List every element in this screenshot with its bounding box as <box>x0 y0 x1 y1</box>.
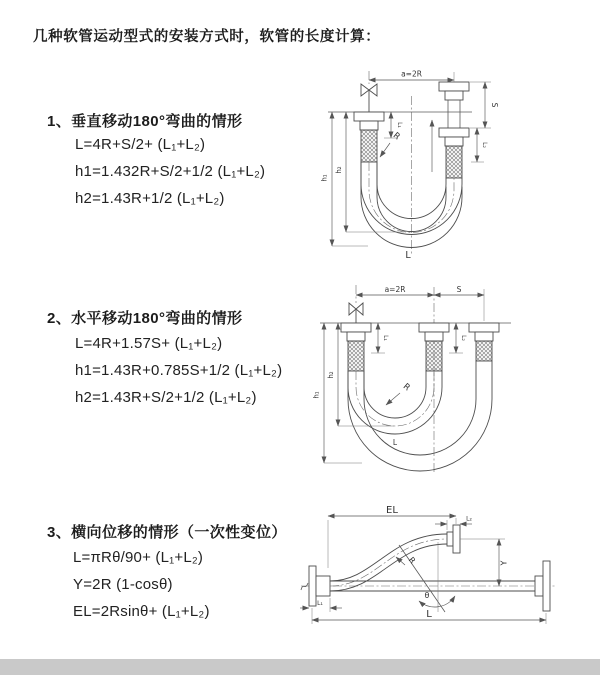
braided-hose-section <box>426 341 442 371</box>
dim-label-h1: h₁ <box>320 174 329 182</box>
dim-label-l1: L₁ <box>317 600 323 607</box>
angle-construction <box>399 542 455 612</box>
dim-label-l: L <box>392 438 398 447</box>
section-1-heading: 1、垂直移动180°弯曲的情形 <box>47 113 243 130</box>
diagram-vertical-180-bend <box>303 66 565 262</box>
dim-label-l: L <box>426 609 432 620</box>
upper-hub <box>447 532 453 546</box>
braided-hose-section <box>446 146 462 178</box>
top-dimensions <box>356 285 484 295</box>
left-flange <box>309 566 316 606</box>
dim-label-r: R <box>390 130 402 143</box>
dim-label-el: EL <box>386 505 398 516</box>
dim-label-l2: L₂ <box>481 142 488 148</box>
section-2-formula-L: L=4R+1.57S+ (L₁+L₂) <box>75 335 223 352</box>
dim-label-s: S <box>490 102 499 108</box>
section-1-formula-L: L=4R+S/2+ (L₁+L₂) <box>75 136 206 153</box>
dim-label-l2: L₂ <box>466 515 472 523</box>
dim-label-r: R <box>400 381 412 394</box>
dimensions <box>300 505 546 624</box>
section-3-formula-Y: Y=2R (1-cosθ) <box>73 576 173 593</box>
centerline-break-symbol <box>301 583 308 590</box>
diagram-horizontal-180-bend <box>305 283 567 479</box>
dim-label-l2: L₂ <box>460 335 467 341</box>
diagram-lateral-displacement <box>298 498 600 648</box>
dim-label-l1: L₁ <box>396 122 403 128</box>
dim-label-h1: h₁ <box>312 391 321 399</box>
right-flange <box>543 561 550 611</box>
left-hub <box>316 576 330 596</box>
upper-flange <box>453 525 460 553</box>
section-2-formula-h2: h2=1.43R+S/2+1/2 (L₁+L₂) <box>75 389 257 406</box>
dim-label-h2: h₂ <box>335 166 343 174</box>
section-2-heading: 2、水平移动180°弯曲的情形 <box>47 310 243 327</box>
dim-label-a2r: a=2R <box>384 285 406 294</box>
section-1-formula-h1: h1=1.432R+S/2+1/2 (L₁+L₂) <box>75 163 266 180</box>
dim-label-s: S <box>456 285 462 294</box>
centerlines <box>301 583 555 590</box>
scan-edge-artifact <box>0 659 600 675</box>
right-hub <box>535 576 543 596</box>
section-3-formula-L: L=πRθ/90+ (L₁+L₂) <box>73 549 204 566</box>
dim-label-h2: h₂ <box>327 371 335 379</box>
dim-label-l: L <box>405 250 411 261</box>
valve-icon <box>349 303 363 323</box>
pipe-fittings <box>341 323 499 371</box>
dim-label-r: R <box>406 555 418 566</box>
dim-label-theta: θ <box>424 591 430 600</box>
left-pipe-fitting <box>354 112 384 162</box>
dimensions <box>313 323 468 463</box>
section-1-formula-h2: h2=1.43R+1/2 (L₁+L₂) <box>75 190 225 207</box>
dim-label-y: Y <box>499 560 509 566</box>
braided-hose-section <box>348 341 364 371</box>
dim-label-l1: L₁ <box>382 335 389 341</box>
hose-u-loops-two-positions <box>348 361 492 471</box>
right-pipe-fitting-two-positions <box>432 82 469 178</box>
section-3-formula-EL: EL=2Rsinθ+ (L₁+L₂) <box>73 603 210 620</box>
valve-icon <box>361 84 377 112</box>
section-2-formula-h1: h1=1.43R+0.785S+1/2 (L₁+L₂) <box>75 362 283 379</box>
dim-label-a2r: a=2R <box>401 69 422 79</box>
braided-hose-section <box>361 130 377 162</box>
section-3-heading: 3、横向位移的情形（一次性变位） <box>47 524 287 541</box>
page-title: 几种软管运动型式的安装方式时，软管的长度计算： <box>33 29 381 45</box>
braided-hose-section <box>476 341 492 361</box>
